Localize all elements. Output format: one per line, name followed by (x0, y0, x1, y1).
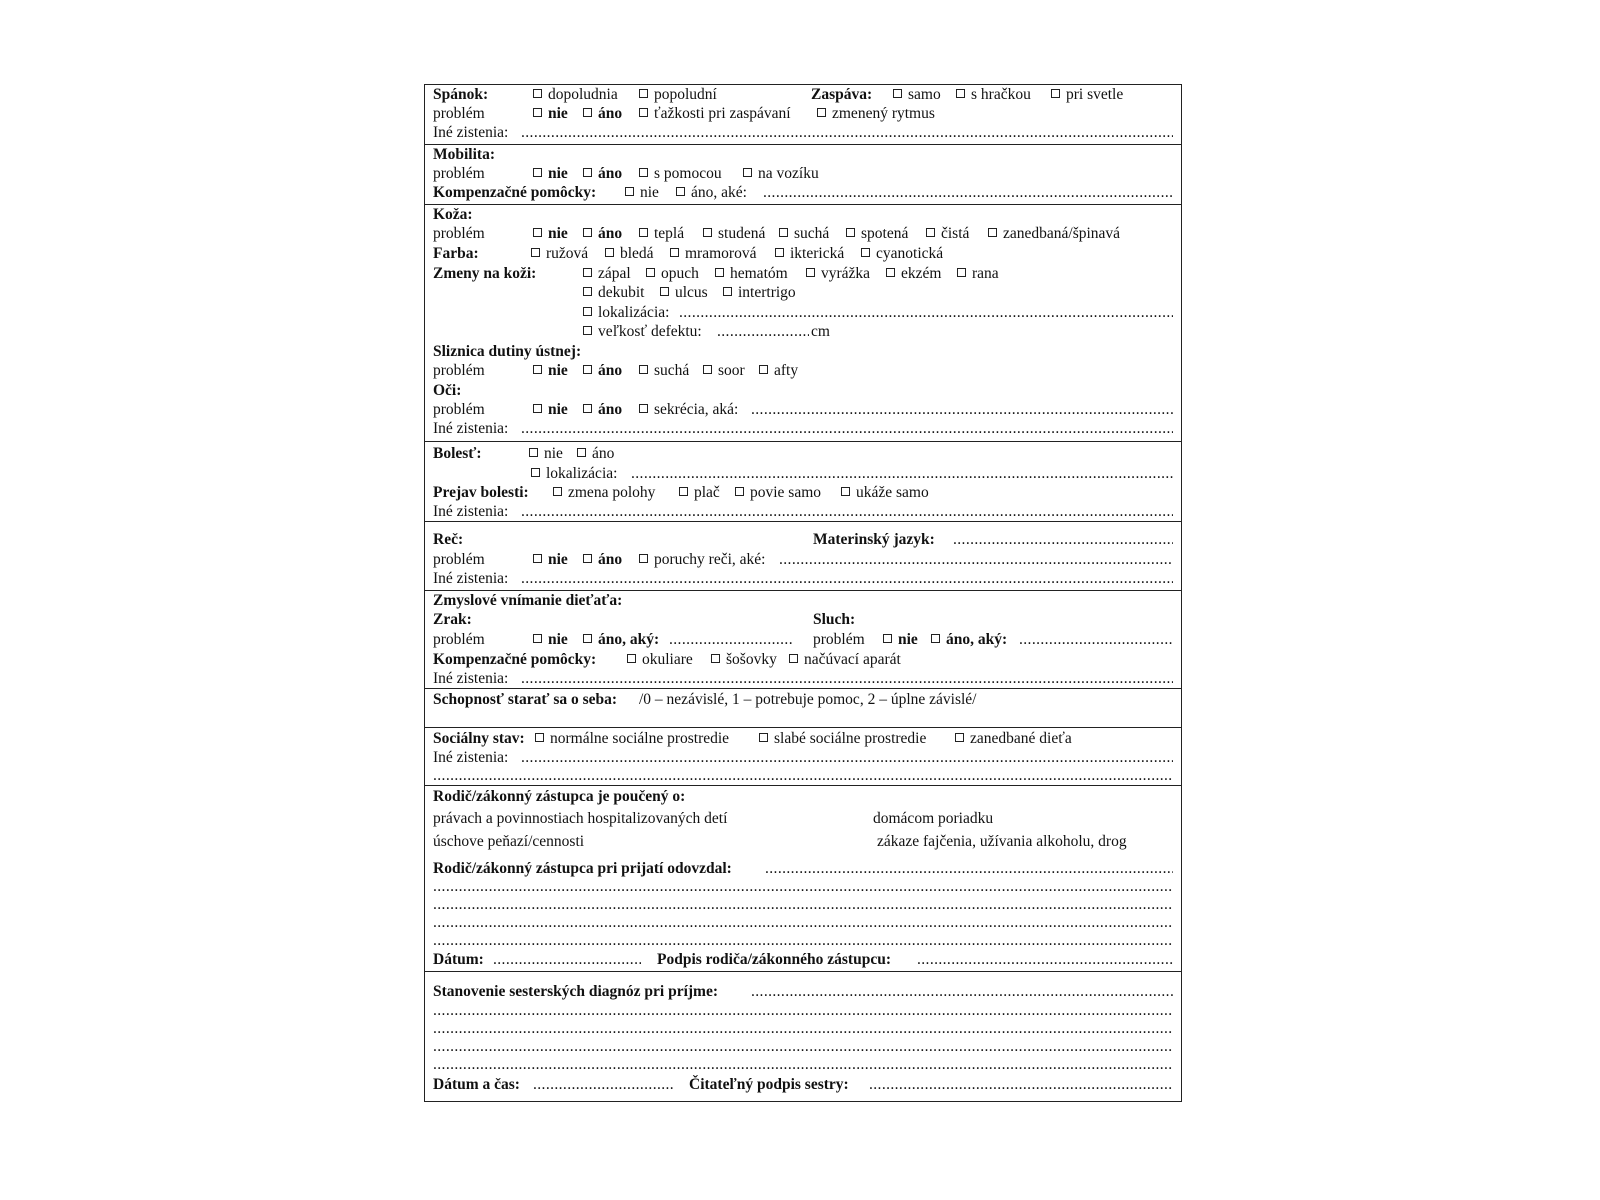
checkbox-icon[interactable] (639, 168, 648, 177)
checkbox-icon[interactable] (957, 268, 966, 277)
speech-disorder-field[interactable] (779, 550, 1173, 570)
option-plac[interactable]: plač (679, 483, 720, 503)
checkbox-icon[interactable] (639, 365, 648, 374)
section-self-care (425, 688, 1181, 728)
compensatory-aids-label: Kompenzačné pomôcky: (433, 651, 597, 668)
handed-over-field[interactable] (765, 859, 1173, 879)
handed-over-line[interactable] (433, 877, 1173, 897)
location-field[interactable] (679, 303, 1173, 323)
option-zapal[interactable]: zápal (583, 264, 631, 284)
checkbox-icon[interactable] (533, 634, 542, 643)
checkbox-icon[interactable] (841, 487, 850, 496)
mucosa-title: Sliznica dutiny ústnej: (433, 343, 582, 360)
checkbox-icon[interactable] (583, 554, 592, 563)
diagnoses-line[interactable] (433, 1055, 1173, 1075)
option-zanedbane-dieta[interactable]: zanedbané dieťa (955, 729, 1072, 749)
checkbox-icon[interactable] (605, 248, 614, 257)
option-lokalizacia[interactable]: lokalizácia: (531, 464, 617, 484)
other-findings-label: Iné zistenia: (433, 420, 509, 437)
option-studena[interactable]: studená (703, 224, 765, 244)
nurse-signature-label: Čitateľný podpis sestry: (689, 1076, 849, 1093)
parent-informed-title: Rodič/zákonný zástupca je poučený o: (433, 788, 686, 805)
other-findings-label: Iné zistenia: (433, 749, 509, 766)
problem-label: problém (433, 551, 485, 568)
option-zanedbana[interactable]: zanedbaná/špinavá (988, 224, 1120, 244)
date-time-label: Dátum a čas: (433, 1076, 520, 1093)
option-ano[interactable]: áno (583, 164, 622, 184)
option-ano[interactable]: áno (583, 400, 622, 420)
option-dopoludnia[interactable]: dopoludnia (533, 85, 618, 105)
checkbox-icon[interactable] (553, 487, 562, 496)
checkbox-icon[interactable] (703, 365, 712, 374)
problem-label: problém (433, 631, 485, 648)
option-sosovky[interactable]: šošovky (711, 650, 777, 670)
checkbox-icon[interactable] (846, 228, 855, 237)
option-nie[interactable]: nie (533, 630, 568, 650)
other-findings-label: Iné zistenia: (433, 503, 509, 520)
checkbox-icon[interactable] (583, 168, 592, 177)
other-findings-label: Iné zistenia: (433, 670, 509, 687)
checkbox-icon[interactable] (639, 108, 648, 117)
mother-tongue-field[interactable] (953, 530, 1173, 550)
checkbox-icon[interactable] (535, 733, 544, 742)
section-parent (425, 785, 1181, 972)
option-nie[interactable]: nie (883, 630, 918, 650)
option-ano[interactable]: áno (583, 104, 622, 124)
option-cyanoticka[interactable]: cyanotická (861, 244, 943, 264)
option-mramorova[interactable]: mramorová (670, 244, 756, 264)
checkbox-icon[interactable] (531, 248, 540, 257)
zaspava-label: Zaspáva: (811, 86, 873, 103)
problem-label: problém (433, 105, 485, 122)
option-ano[interactable]: áno (583, 550, 622, 570)
problem-label: problém (813, 631, 865, 648)
option-velkost-defektu[interactable]: veľkosť defektu: (583, 322, 702, 342)
pain-location-field[interactable] (631, 464, 1173, 484)
checkbox-icon[interactable] (956, 89, 965, 98)
checkbox-icon[interactable] (583, 228, 592, 237)
other-findings-label: Iné zistenia: (433, 570, 509, 587)
option-nie[interactable]: nie (533, 550, 568, 570)
checkbox-icon[interactable] (931, 634, 940, 643)
date-field[interactable] (493, 950, 641, 970)
checkbox-icon[interactable] (759, 733, 768, 742)
social-status-label: Sociálny stav: (433, 730, 525, 747)
checkbox-icon[interactable] (861, 248, 870, 257)
checkbox-icon[interactable] (817, 108, 826, 117)
checkbox-icon[interactable] (743, 168, 752, 177)
self-care-label: Schopnosť starať sa o seba: (433, 691, 618, 708)
option-tazkosti[interactable]: ťažkosti pri zaspávaní (639, 104, 791, 124)
option-normalne-prostredie[interactable]: normálne sociálne prostredie (535, 729, 729, 749)
diagnoses-line[interactable] (433, 1001, 1173, 1021)
checkbox-icon[interactable] (988, 228, 997, 237)
option-dekubit[interactable]: dekubit (583, 283, 645, 303)
eyes-title: Oči: (433, 382, 462, 399)
diagnoses-line[interactable] (433, 1019, 1173, 1039)
option-ano[interactable]: áno (577, 444, 614, 464)
hearing-label: Sluch: (813, 611, 856, 628)
option-nacuvaci-aparat[interactable]: načúvací aparát (789, 650, 901, 670)
senses-title: Zmyslové vnímanie dieťaťa: (433, 592, 623, 609)
checkbox-icon[interactable] (806, 268, 815, 277)
option-hematom[interactable]: hematóm (715, 264, 788, 284)
option-rana[interactable]: rana (957, 264, 999, 284)
checkbox-icon[interactable] (886, 268, 895, 277)
informed-house-rules: domácom poriadku (873, 810, 994, 827)
section-nursing-diagnoses (425, 971, 1181, 1104)
self-care-scale: /0 – nezávislé, 1 – potrebuje pomoc, 2 – úplne závislé/ (639, 691, 977, 708)
checkbox-icon[interactable] (723, 287, 732, 296)
handed-over-line[interactable] (433, 931, 1173, 951)
other-findings-field[interactable] (521, 123, 1173, 143)
skin-title: Koža: (433, 206, 473, 223)
option-ekzem[interactable]: ekzém (886, 264, 941, 284)
checkbox-icon[interactable] (529, 448, 538, 457)
option-ulcus[interactable]: ulcus (660, 283, 708, 303)
other-findings-label: Iné zistenia: (433, 124, 509, 141)
pain-title: Bolesť: (433, 445, 482, 462)
vision-field[interactable] (669, 630, 793, 650)
option-bleda[interactable]: bledá (605, 244, 654, 264)
section-sleep (425, 85, 1181, 144)
date-time-field[interactable] (533, 1075, 673, 1095)
sleep-title: Spánok: (433, 86, 489, 103)
other-findings-field[interactable] (521, 669, 1173, 689)
option-okuliare[interactable]: okuliare (627, 650, 693, 670)
option-sekrecia[interactable]: sekrécia, aká: (639, 400, 738, 420)
option-nie[interactable]: nie (533, 400, 568, 420)
checkbox-icon[interactable] (711, 654, 720, 663)
checkbox-icon[interactable] (679, 487, 688, 496)
informed-valuables: úschove peňazí/cennosti (433, 833, 585, 850)
option-vyrazka[interactable]: vyrážka (806, 264, 870, 284)
nurse-signature-field[interactable] (869, 1075, 1173, 1095)
diagnoses-title: Stanovenie sesterských diagnóz pri príjme: (433, 983, 719, 1000)
option-ruzova[interactable]: ružová (531, 244, 588, 264)
checkbox-icon[interactable] (533, 554, 542, 563)
option-opuch[interactable]: opuch (646, 264, 699, 284)
other-findings-field[interactable] (521, 419, 1173, 439)
checkbox-icon[interactable] (583, 307, 592, 316)
checkbox-icon[interactable] (533, 168, 542, 177)
option-s-pomocou[interactable]: s pomocou (639, 164, 722, 184)
checkbox-icon[interactable] (883, 634, 892, 643)
date-label: Dátum: (433, 951, 484, 968)
checkbox-icon[interactable] (1051, 89, 1060, 98)
checkbox-icon[interactable] (646, 268, 655, 277)
color-label: Farba: (433, 245, 479, 262)
section-skin (425, 204, 1181, 442)
checkbox-icon[interactable] (779, 228, 788, 237)
option-ano-aky[interactable]: áno, aký: (931, 630, 1007, 650)
checkbox-icon[interactable] (583, 634, 592, 643)
option-povie-samo[interactable]: povie samo (735, 483, 821, 503)
checkbox-icon[interactable] (577, 448, 586, 457)
checkbox-icon[interactable] (531, 468, 540, 477)
checkbox-icon[interactable] (583, 365, 592, 374)
other-findings-field[interactable] (521, 569, 1173, 589)
option-ano[interactable]: áno (583, 224, 622, 244)
checkbox-icon[interactable] (583, 287, 592, 296)
checkbox-icon[interactable] (775, 248, 784, 257)
handed-over-line[interactable] (433, 895, 1173, 915)
option-sucha[interactable]: suchá (639, 361, 689, 381)
option-pri-svetle[interactable]: pri svetle (1051, 85, 1123, 105)
option-afty[interactable]: afty (759, 361, 798, 381)
checkbox-icon[interactable] (676, 187, 685, 196)
mobility-title: Mobilita: (433, 146, 495, 163)
option-nie[interactable]: nie (625, 183, 659, 203)
option-spotena[interactable]: spotená (846, 224, 908, 244)
checkbox-icon[interactable] (583, 404, 592, 413)
option-popoludni[interactable]: popoludní (639, 85, 717, 105)
diagnoses-line[interactable] (433, 1037, 1173, 1057)
handed-over-line[interactable] (433, 913, 1173, 933)
option-lokalizacia[interactable]: lokalizácia: (583, 303, 669, 323)
defect-size-field[interactable] (717, 322, 809, 342)
unit-cm: cm (811, 323, 830, 340)
problem-label: problém (433, 165, 485, 182)
diagnoses-field[interactable] (751, 982, 1173, 1002)
option-poruchy-reci[interactable]: poruchy reči, aké: (639, 550, 765, 570)
checkbox-icon[interactable] (893, 89, 902, 98)
checkbox-icon[interactable] (926, 228, 935, 237)
handed-over-label: Rodič/zákonný zástupca pri prijatí odovzdal: (433, 860, 732, 877)
option-samo[interactable]: samo (893, 85, 941, 105)
checkbox-icon[interactable] (583, 326, 592, 335)
option-soor[interactable]: soor (703, 361, 745, 381)
checkbox-icon[interactable] (533, 404, 542, 413)
problem-label: problém (433, 401, 485, 418)
option-na-voziku[interactable]: na vozíku (743, 164, 819, 184)
checkbox-icon[interactable] (639, 228, 648, 237)
section-mobility (425, 144, 1181, 205)
option-ukaze-samo[interactable]: ukáže samo (841, 483, 929, 503)
informed-smoking-ban: zákaze fajčenia, užívania alkoholu, drog (877, 833, 1127, 850)
speech-title: Reč: (433, 531, 464, 548)
option-intertrigo[interactable]: intertrigo (723, 283, 796, 303)
option-zmena-polohy[interactable]: zmena polohy (553, 483, 655, 503)
checkbox-icon[interactable] (735, 487, 744, 496)
checkbox-icon[interactable] (625, 187, 634, 196)
pain-expression-label: Prejav bolesti: (433, 484, 529, 501)
parent-signature-field[interactable] (917, 950, 1173, 970)
checkbox-icon[interactable] (583, 268, 592, 277)
option-nie[interactable]: nie (529, 444, 563, 464)
vision-label: Zrak: (433, 611, 472, 628)
section-senses (425, 590, 1181, 689)
option-tepla[interactable]: teplá (639, 224, 684, 244)
option-ano-aky[interactable]: áno, aký: (583, 630, 659, 650)
problem-label: problém (433, 362, 485, 379)
option-zmeneny-rytmus[interactable]: zmenený rytmus (817, 104, 935, 124)
checkbox-icon[interactable] (639, 554, 648, 563)
checkbox-icon[interactable] (533, 89, 542, 98)
checkbox-icon[interactable] (703, 228, 712, 237)
compensatory-aids-label: Kompenzačné pomôcky: (433, 184, 597, 201)
option-sucha[interactable]: suchá (779, 224, 829, 244)
option-nie[interactable]: nie (533, 104, 568, 124)
section-speech (425, 521, 1181, 591)
checkbox-icon[interactable] (955, 733, 964, 742)
checkbox-icon[interactable] (670, 248, 679, 257)
checkbox-icon[interactable] (583, 108, 592, 117)
other-findings-field[interactable] (521, 502, 1173, 522)
problem-label: problém (433, 225, 485, 242)
option-nie[interactable]: nie (533, 361, 568, 381)
option-cista[interactable]: čistá (926, 224, 969, 244)
nursing-admission-form (424, 84, 1182, 1102)
checkbox-icon[interactable] (639, 89, 648, 98)
other-findings-field[interactable] (521, 748, 1173, 768)
checkbox-icon[interactable] (715, 268, 724, 277)
checkbox-icon[interactable] (789, 654, 798, 663)
option-nie[interactable]: nie (533, 224, 568, 244)
secretion-field[interactable] (751, 400, 1173, 420)
aids-field[interactable] (763, 183, 1173, 203)
parent-signature-label: Podpis rodiča/zákonného zástupcu: (657, 951, 891, 968)
other-findings-field[interactable] (433, 766, 1173, 786)
mother-tongue-label: Materinský jazyk: (813, 531, 935, 548)
option-ikterica[interactable]: ikterická (775, 244, 844, 264)
option-slabe-prostredie[interactable]: slabé sociálne prostredie (759, 729, 926, 749)
option-ano-ake[interactable]: áno, aké: (676, 183, 747, 203)
skin-changes-label: Zmeny na koži: (433, 265, 537, 282)
checkbox-icon[interactable] (533, 228, 542, 237)
checkbox-icon[interactable] (660, 287, 669, 296)
section-pain (425, 441, 1181, 522)
section-social (425, 727, 1181, 786)
hearing-field[interactable] (1019, 630, 1173, 650)
checkbox-icon[interactable] (639, 404, 648, 413)
checkbox-icon[interactable] (759, 365, 768, 374)
option-ano[interactable]: áno (583, 361, 622, 381)
checkbox-icon[interactable] (533, 108, 542, 117)
checkbox-icon[interactable] (627, 654, 636, 663)
option-s-hrackou[interactable]: s hračkou (956, 85, 1031, 105)
option-nie[interactable]: nie (533, 164, 568, 184)
checkbox-icon[interactable] (533, 365, 542, 374)
informed-rights: právach a povinnostiach hospitalizovaných detí (433, 810, 728, 827)
